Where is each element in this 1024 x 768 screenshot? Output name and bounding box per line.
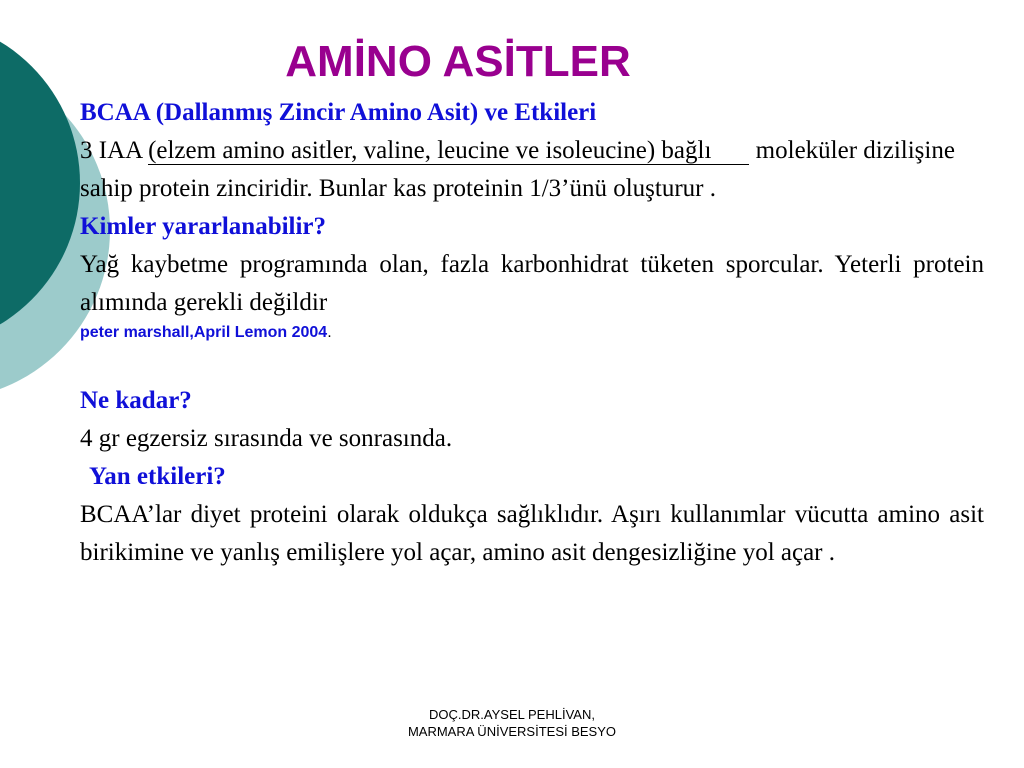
bcaa-text-end: moleküler dizilişine sahip protein zinciridir. Bunlar kas proteinin 1/3’ünü oluşturur . — [80, 137, 955, 202]
amount-heading: Ne kadar? — [80, 387, 192, 414]
side-effects-paragraph: BCAA’lar diyet proteini olarak oldukça sağlıklıdır. Aşırı kullanımlar vücutta amino asit birikimine ve yanlış emilişlere yol açar, amino asit dengesizliğine yol açar . — [80, 501, 984, 566]
amount-paragraph: 4 gr egzersiz sırasında ve sonrasında. — [80, 425, 453, 452]
side-effects-heading: Yan etkileri? — [89, 463, 226, 490]
slide-title: AMİNO ASİTLER — [285, 37, 631, 86]
slide-content — [80, 94, 984, 572]
citation-dot: . — [327, 324, 332, 341]
who-heading: Kimler yararlanabilir? — [80, 213, 327, 240]
bcaa-paragraph — [80, 132, 984, 208]
citation-text: peter marshall,April Lemon 2004 — [80, 324, 328, 341]
footer-line-author: DOÇ.DR.AYSEL PEHLİVAN, — [429, 707, 595, 722]
bcaa-text-start: 3 IAA — [80, 137, 149, 164]
who-paragraph: Yağ kaybetme programında olan, fazla karbonhidrat tüketen sporcular. Yeterli protein alımında gerekli değildir — [80, 251, 984, 316]
footer-line-institution: MARMARA ÜNİVERSİTESİ BESYO — [407, 724, 617, 739]
bcaa-heading: BCAA (Dallanmış Zincir Amino Asit) ve Etkileri — [80, 99, 597, 126]
spacer — [80, 344, 984, 382]
footer — [312, 706, 712, 740]
citation — [80, 322, 984, 344]
bcaa-text-underlined: (elzem amino asitler, valine, leucine ve isoleucine) bağlı — [148, 137, 749, 165]
